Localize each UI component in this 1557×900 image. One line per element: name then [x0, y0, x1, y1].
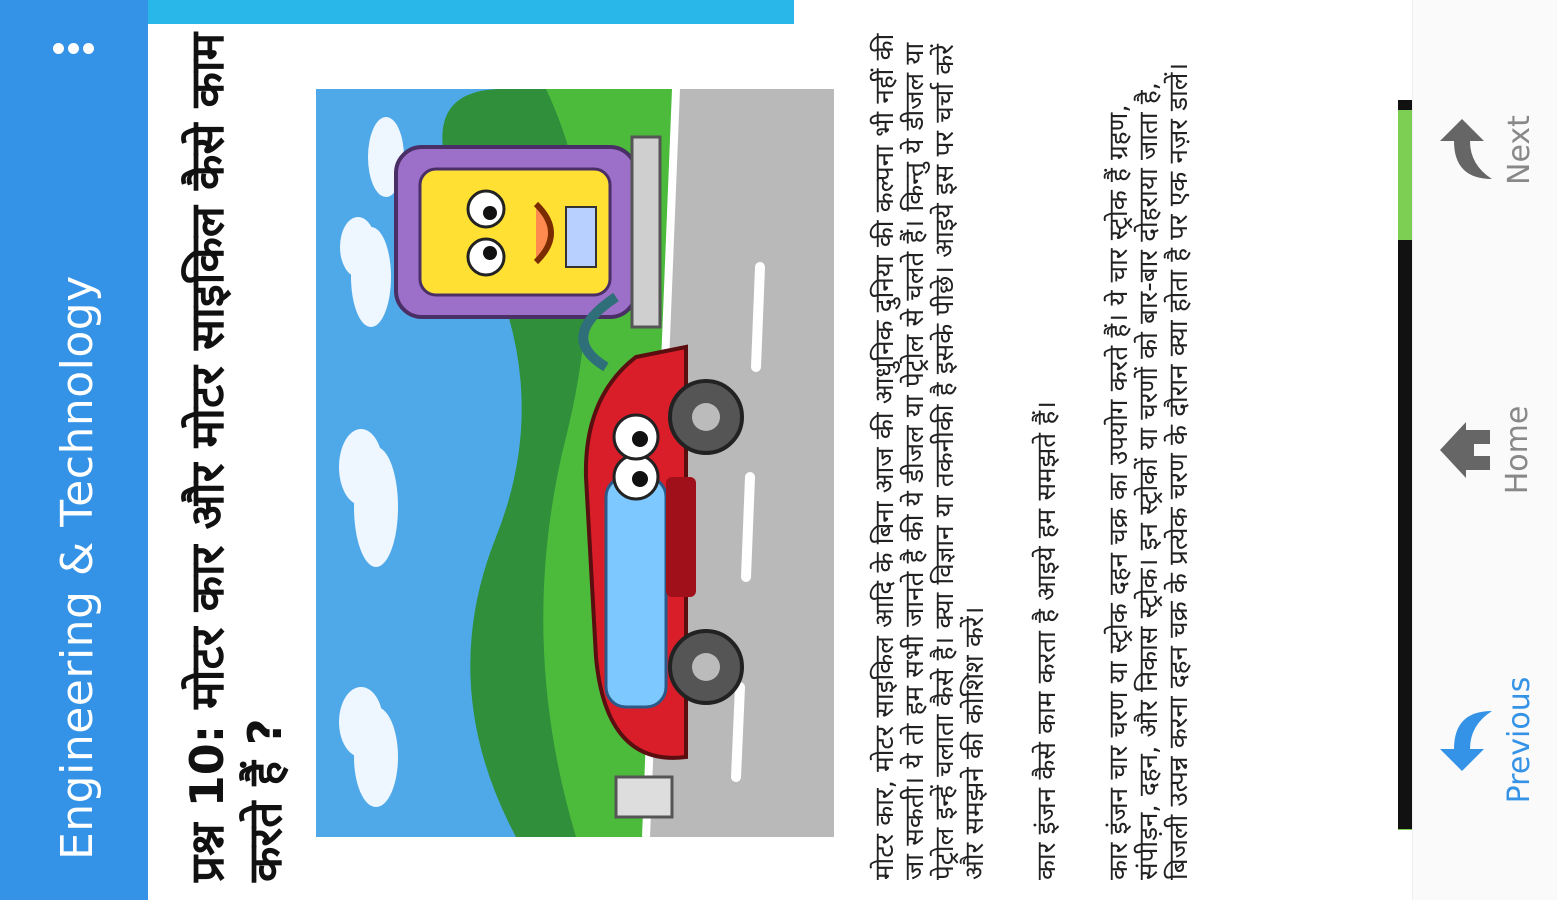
- car-fuel-pump-illustration: [316, 89, 834, 837]
- thumbnail-segment: [1398, 829, 1412, 830]
- article-paragraph: कार इंजन कैसे काम करता है आइये हम समझते हैं।: [1032, 401, 1062, 880]
- article-body: [870, 30, 1236, 880]
- article-paragraph: मोटर कार, मोटर साइकिल आदि के बिना आज की आधुनिक दुनिया की कल्पना भी नहीं की जा सकती। ये तो हम सभी जानते है की ये डीजल या पेट्रोल से चलते हैं। किन्तु ये डीजल या पेट्रोल इन्हें चलाता कैसे है। क्या विज्ञान या तकनीकी है इसके पीछे। आइये इस पर चर्चा करें और समझने की कोशिश करें।: [870, 33, 990, 880]
- app-title: Engineering & Technology: [52, 275, 103, 860]
- thumbnail-segment: [1398, 110, 1412, 240]
- reading-progress-bar: [148, 0, 794, 24]
- curved-arrow-right-icon: [1434, 115, 1496, 185]
- next-button[interactable]: [1413, 50, 1557, 250]
- home-button[interactable]: [1413, 350, 1557, 550]
- more-vert-icon[interactable]: [50, 34, 96, 64]
- app-bar: [0, 0, 148, 900]
- cartoon-car-and-fuel-pump-icon: [316, 89, 834, 837]
- article-paragraph: कार इंजन चार चरण या स्ट्रोक दहन चक्र का उपयोग करते हैं। ये चार स्ट्रोक हैं ग्रहण, संपीड़न, दहन, और निकास स्ट्रोक। इन स्ट्रोकों या चरणों को बार-बार दोहराया जाता है, बिजली उत्पन्न करना दहन चक्र के प्रत्येक चरण के दौरान क्या होता है पर एक नज़र डालें।: [1104, 62, 1194, 880]
- previous-button[interactable]: [1413, 640, 1557, 840]
- home-label: Home: [1500, 405, 1535, 495]
- bottom-navigation: [1412, 0, 1557, 900]
- next-label: Next: [1502, 115, 1537, 185]
- curved-arrow-left-icon: [1434, 705, 1496, 775]
- previous-label: Previous: [1502, 676, 1537, 804]
- question-title: प्रश्न 10: मोटर कार और मोटर साइकिल कैसे काम करते हैं ?: [180, 32, 292, 882]
- home-icon: [1436, 418, 1494, 482]
